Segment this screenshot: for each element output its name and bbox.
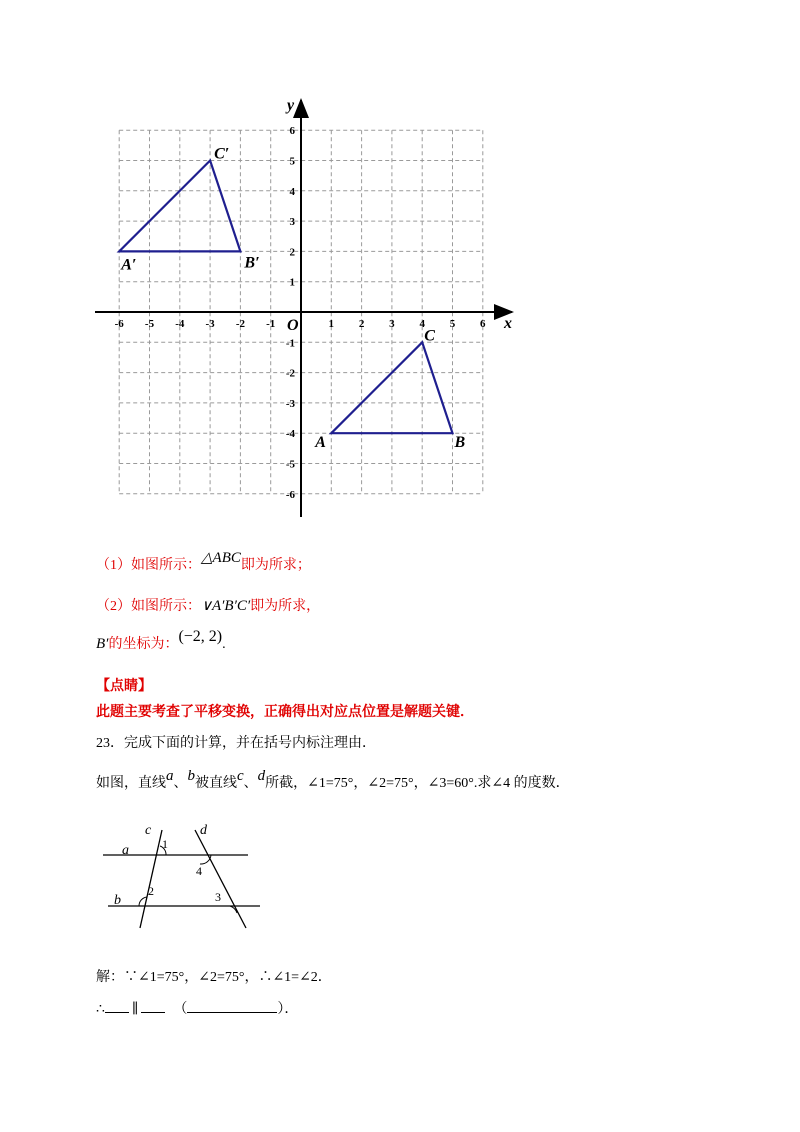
vertex-label: B: [454, 434, 466, 452]
y-tick-label: 5: [289, 155, 295, 168]
y-tick-label: 1: [289, 276, 295, 289]
stem-part2: 被直线: [195, 776, 237, 791]
answer-part1-suffix: 即为所求；: [240, 558, 311, 573]
comment-heading: 【点睛】: [96, 679, 152, 694]
x-axis-label: x: [504, 315, 512, 332]
answer-part2: [96, 596, 320, 617]
vertex-label: A: [315, 434, 326, 452]
x-tick-label: 5: [449, 318, 456, 330]
vertex-label: C: [424, 327, 435, 345]
reason-close: ）．: [277, 1002, 299, 1017]
y-axis-label: y: [287, 97, 295, 114]
blank-reason[interactable]: [187, 998, 277, 1013]
y-tick-label: -6: [285, 488, 295, 501]
answer-part2-prefix: （2）如图所示：: [96, 599, 201, 614]
stem-sep1: 、: [173, 776, 188, 791]
var-d: d: [257, 768, 266, 784]
y-tick-label: 2: [289, 246, 295, 259]
var-b: b: [187, 768, 195, 784]
x-tick-label: -3: [205, 318, 215, 330]
angle-1-label: 1: [162, 837, 168, 851]
y-tick-label: -4: [285, 428, 295, 441]
label-a: a: [122, 843, 129, 858]
x-tick-label: -2: [235, 318, 245, 330]
line-c: [140, 830, 162, 928]
reason-open: （: [173, 1002, 188, 1017]
x-tick-label: 6: [480, 318, 486, 330]
x-tick-label: 1: [328, 318, 335, 330]
answer-part2-suffix: 即为所求，: [250, 599, 321, 614]
line-d: [195, 830, 246, 928]
angle-3-label: 3: [215, 890, 221, 904]
stem-sep2: 、: [243, 776, 258, 791]
answer-coordinate: [96, 628, 226, 655]
stem-part3: 所截，∠1=75°，∠2=75°，∠3=60°.求∠4 的度数．: [265, 776, 570, 791]
y-tick-label: -1: [285, 337, 295, 350]
x-tick-label: 2: [358, 318, 365, 330]
x-tick-label: -6: [114, 318, 124, 330]
x-tick-label: -4: [175, 318, 185, 330]
coordinate-text: 的坐标为：: [108, 637, 179, 652]
y-tick-label: 4: [289, 185, 295, 198]
y-tick-label: 6: [289, 125, 295, 138]
origin-label: O: [287, 317, 299, 334]
answer-part2-math: ∨A′B′C′: [201, 598, 251, 614]
var-c: c: [237, 768, 244, 784]
x-tick-label: 3: [389, 318, 395, 330]
comment-text: 此题主要考查了平移变换，正确得出对应点位置是解题关键．: [96, 705, 474, 720]
coordinate-value: (−2, 2): [178, 628, 223, 645]
x-tick-label: 4: [419, 318, 425, 330]
blank-line-2[interactable]: [141, 998, 165, 1013]
answer-part1-math: △ABC: [201, 550, 241, 566]
question-23-title: 23．完成下面的计算，并在括号内标注理由．: [96, 736, 376, 751]
angle-2-label: 2: [148, 884, 154, 898]
y-tick-label: -2: [285, 367, 295, 380]
x-tick-label: -1: [266, 318, 276, 330]
parallel-symbol: ∥: [131, 1002, 139, 1017]
x-tick-label: -5: [144, 318, 155, 330]
stem-part1: 如图，直线: [96, 776, 166, 791]
answer-part1: [96, 550, 311, 576]
solution-therefore: ∴: [96, 1002, 105, 1017]
label-b: b: [114, 893, 121, 908]
vertex-label: B′: [244, 254, 260, 272]
label-c: c: [145, 823, 152, 838]
coordinate-point-name: B′: [96, 636, 109, 652]
parallel-lines-figure: [95, 815, 265, 935]
blank-line-1[interactable]: [105, 998, 129, 1013]
solution-line2: [96, 998, 298, 1020]
coordinate-figure: [80, 95, 540, 525]
answer-part1-prefix: （1）如图所示：: [96, 558, 201, 573]
angle-4-label: 4: [196, 864, 202, 878]
label-d: d: [200, 823, 207, 838]
var-a: a: [166, 768, 174, 784]
vertex-label: A′: [121, 256, 137, 274]
solution-line1: 解：∵∠1=75°，∠2=75°，∴∠1=∠2．: [96, 970, 332, 985]
y-tick-label: -5: [285, 458, 295, 471]
y-tick-label: 3: [289, 216, 295, 229]
y-tick-label: -3: [285, 397, 295, 410]
coordinate-end: .: [222, 637, 226, 652]
vertex-label: C′: [214, 145, 230, 163]
question-23-stem: [96, 768, 570, 794]
